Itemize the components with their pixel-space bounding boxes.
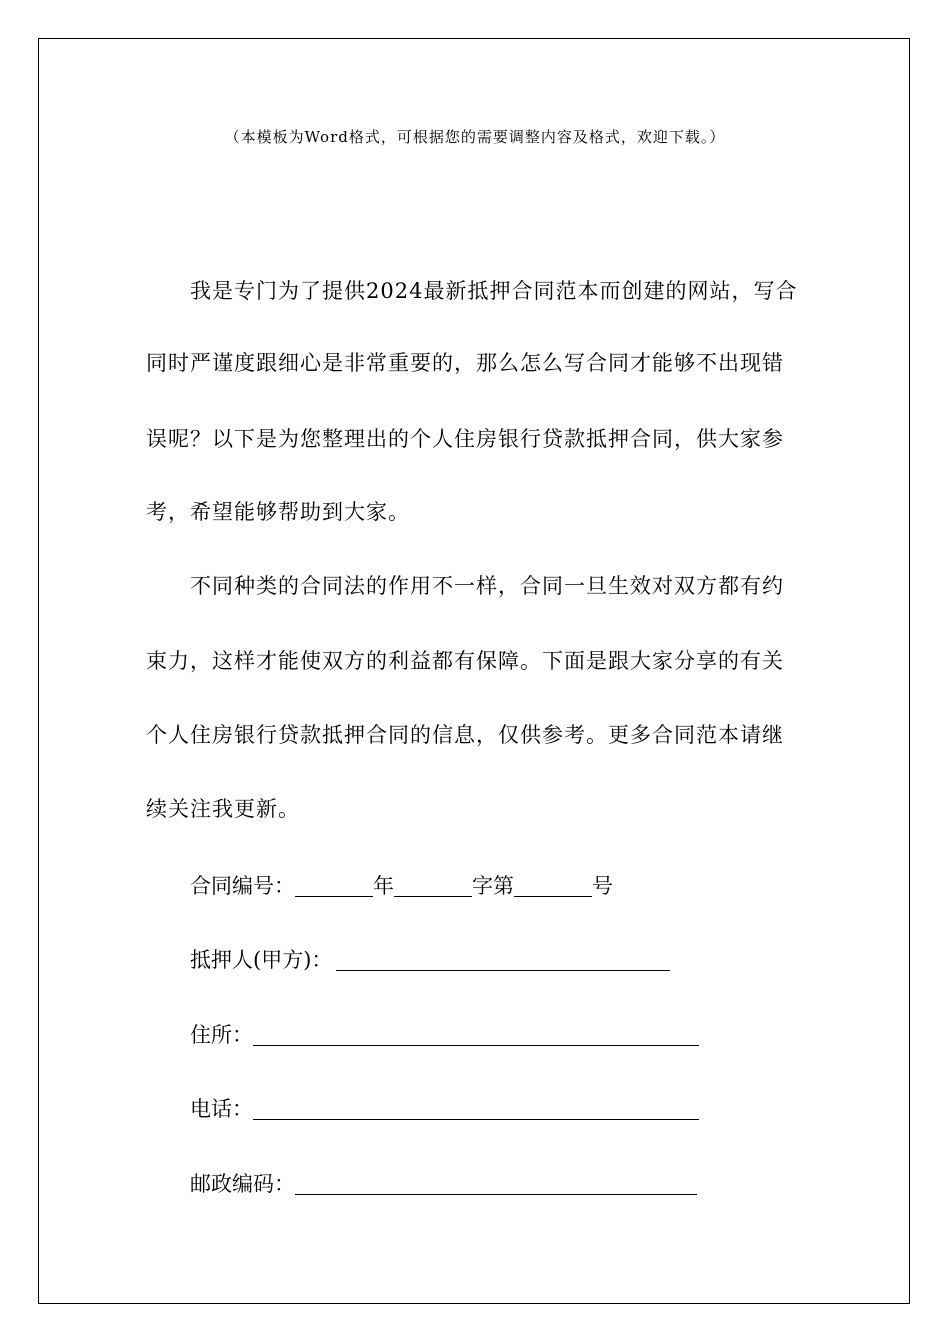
contract-year-suffix: 年	[373, 874, 394, 898]
contract-year-blank[interactable]	[295, 876, 373, 897]
contract-char-suffix: 字第	[472, 874, 514, 898]
summary-line-4: 续关注我更新。	[146, 797, 300, 821]
postcode-blank[interactable]	[295, 1174, 697, 1195]
summary-line-1: 不同种类的合同法的作用不一样，合同一旦生效对双方都有约	[190, 574, 784, 598]
contract-number-field	[190, 871, 613, 901]
mortgagor-blank[interactable]	[336, 950, 670, 971]
summary-line-2: 束力，这样才能使双方的利益都有保障。下面是跟大家分享的有关	[146, 649, 784, 673]
address-field	[190, 1020, 699, 1050]
mortgagor-field	[190, 945, 670, 975]
contract-num-suffix: 号	[592, 874, 613, 898]
contract-number-label: 合同编号：	[190, 874, 295, 898]
phone-label: 电话：	[190, 1097, 253, 1121]
intro-line-3: 误呢？以下是为您整理出的个人住房银行贷款抵押合同，供大家参	[146, 427, 784, 451]
phone-blank[interactable]	[253, 1099, 699, 1120]
postcode-field	[190, 1169, 697, 1199]
intro-line-1: 我是专门为了提供2024最新抵押合同范本而创建的网站，写合	[190, 279, 798, 303]
postcode-label: 邮政编码：	[190, 1172, 295, 1196]
intro-line-2: 同时严谨度跟细心是非常重要的，那么怎么写合同才能够不出现错	[146, 351, 784, 375]
intro-line-4: 考，希望能够帮助到大家。	[146, 500, 410, 524]
phone-field	[190, 1094, 699, 1124]
mortgagor-label: 抵押人(甲方)：	[190, 948, 333, 972]
address-label: 住所：	[190, 1023, 253, 1047]
summary-line-3: 个人住房银行贷款抵押合同的信息，仅供参考。更多合同范本请继	[146, 723, 784, 747]
template-note: （本模板为Word格式，可根据您的需要调整内容及格式，欢迎下载。）	[224, 128, 726, 146]
contract-num-blank[interactable]	[514, 876, 592, 897]
address-blank[interactable]	[253, 1025, 699, 1046]
contract-char-blank[interactable]	[394, 876, 472, 897]
